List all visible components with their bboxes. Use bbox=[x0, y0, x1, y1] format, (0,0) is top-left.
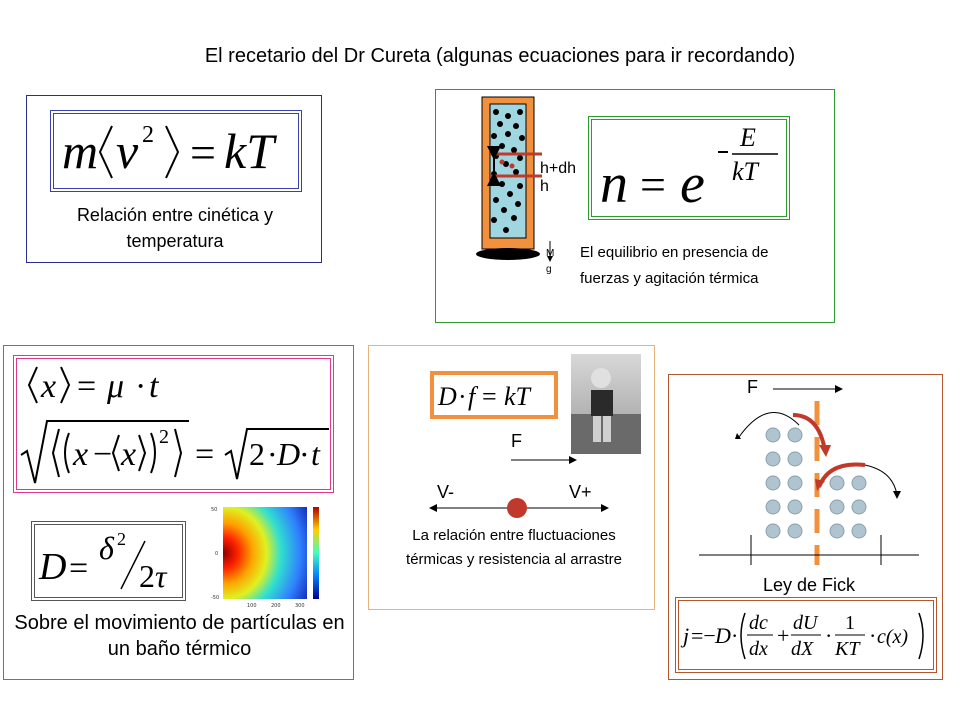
svg-text:=: = bbox=[482, 382, 497, 411]
svg-text:j: j bbox=[683, 623, 690, 648]
svg-text:x: x bbox=[73, 436, 89, 473]
fick-diagram bbox=[669, 375, 944, 565]
svg-text:·: · bbox=[825, 623, 833, 648]
heatmap-ytick-bottom: -50 bbox=[211, 595, 220, 601]
svg-text:·: · bbox=[267, 436, 278, 472]
svg-text:n: n bbox=[600, 153, 628, 215]
fick-equation bbox=[679, 601, 933, 669]
svg-text:δ: δ bbox=[99, 530, 114, 566]
height-top-label: h+dh bbox=[540, 160, 577, 177]
heatmap-ytick-top: 50 bbox=[211, 507, 218, 513]
svg-text:2: 2 bbox=[142, 122, 154, 148]
svg-text:μ: μ bbox=[107, 368, 125, 405]
svg-text:KT: KT bbox=[835, 638, 860, 660]
svg-text:+: + bbox=[777, 623, 790, 648]
svg-text:kT: kT bbox=[224, 123, 274, 179]
boltzmann-equation bbox=[592, 120, 786, 216]
svg-text:x: x bbox=[121, 436, 137, 473]
svg-text:=: = bbox=[69, 550, 89, 587]
weight-label-m: M bbox=[546, 248, 555, 259]
svg-text:D: D bbox=[438, 382, 457, 411]
svg-text:v: v bbox=[116, 123, 139, 179]
svg-text:·: · bbox=[869, 623, 877, 648]
brownian-equations bbox=[17, 359, 330, 489]
diffusion-heatmap bbox=[209, 501, 329, 611]
fick-force-label: F bbox=[747, 377, 758, 397]
svg-text:kT: kT bbox=[504, 382, 530, 411]
svg-text:−: − bbox=[93, 436, 113, 473]
svg-text:·: · bbox=[731, 623, 739, 648]
svg-text:·: · bbox=[299, 436, 310, 472]
svg-text:=: = bbox=[77, 368, 97, 405]
svg-text:=: = bbox=[640, 159, 666, 210]
einstein-caption: La relación entre fluctuaciones térmicas y resistencia al arrastre bbox=[406, 527, 622, 568]
equilibrium-caption: El equilibrio en presencia de fuerzas y agitación térmica bbox=[580, 244, 769, 287]
svg-text:=−: =− bbox=[691, 623, 716, 648]
v-plus-label: V+ bbox=[569, 482, 592, 502]
svg-text:·: · bbox=[135, 368, 147, 405]
kinetic-equation bbox=[54, 114, 298, 188]
heatmap-xtick-3: 300 bbox=[295, 603, 305, 609]
einstein-equation bbox=[434, 375, 554, 415]
brownian-caption: Sobre el movimiento de partículas en un baño térmico bbox=[14, 612, 345, 660]
equilibrium-panel bbox=[435, 89, 835, 323]
einstein-equation-box bbox=[430, 371, 558, 419]
svg-text:D: D bbox=[39, 546, 67, 588]
diffusion-equation-box bbox=[31, 521, 186, 601]
svg-text:kT: kT bbox=[732, 157, 758, 186]
svg-text:=: = bbox=[190, 127, 216, 178]
svg-text:2: 2 bbox=[249, 436, 265, 472]
svg-text:1: 1 bbox=[845, 612, 855, 634]
svg-text:t: t bbox=[149, 368, 159, 405]
diffusion-equation bbox=[35, 525, 182, 597]
heatmap-ytick-mid: 0 bbox=[215, 551, 219, 557]
einstein-force-label: F bbox=[511, 431, 522, 451]
fick-caption: Ley de Fick bbox=[762, 575, 856, 595]
svg-text:2: 2 bbox=[159, 426, 169, 448]
kinetic-caption: Relación entre cinética y temperatura bbox=[76, 205, 274, 251]
svg-text:E: E bbox=[740, 123, 756, 152]
portrait-photo bbox=[571, 354, 641, 454]
weight-label-g: g bbox=[546, 264, 552, 275]
svg-text:2: 2 bbox=[139, 558, 155, 594]
svg-text:e: e bbox=[680, 153, 705, 215]
fick-panel bbox=[668, 374, 943, 680]
svg-text:=: = bbox=[195, 436, 215, 473]
boltzmann-equation-box bbox=[588, 116, 790, 220]
svg-text:t: t bbox=[311, 436, 320, 472]
svg-text:2: 2 bbox=[117, 529, 126, 549]
svg-text:dx: dx bbox=[749, 638, 768, 660]
svg-text:f: f bbox=[468, 382, 476, 411]
svg-text:D: D bbox=[277, 436, 301, 472]
brownian-equation-box bbox=[13, 355, 334, 493]
svg-text:dX: dX bbox=[791, 638, 814, 660]
particle-column bbox=[472, 94, 582, 294]
kinetic-equation-box bbox=[50, 110, 302, 192]
heatmap-xtick-2: 200 bbox=[271, 603, 281, 609]
velocity-axis bbox=[429, 498, 609, 518]
svg-text:c(x): c(x) bbox=[877, 626, 909, 648]
svg-text:dU: dU bbox=[793, 612, 818, 634]
svg-text:τ: τ bbox=[155, 558, 167, 594]
slide-title: El recetario del Dr Cureta (algunas ecuaciones para ir recordando) bbox=[204, 45, 796, 67]
svg-text:x: x bbox=[41, 368, 57, 405]
height-bottom-label: h bbox=[540, 178, 549, 195]
fick-equation-box bbox=[675, 597, 937, 673]
einstein-panel bbox=[368, 345, 655, 610]
heatmap-xtick-1: 100 bbox=[247, 603, 257, 609]
brownian-panel bbox=[3, 345, 354, 680]
svg-text:dc: dc bbox=[749, 612, 768, 634]
v-minus-label: V- bbox=[437, 482, 455, 502]
svg-text:D: D bbox=[715, 623, 731, 648]
svg-text:·: · bbox=[458, 382, 467, 411]
svg-text:m: m bbox=[62, 123, 99, 179]
kinetic-panel bbox=[26, 95, 322, 263]
force-arrow bbox=[509, 454, 579, 466]
